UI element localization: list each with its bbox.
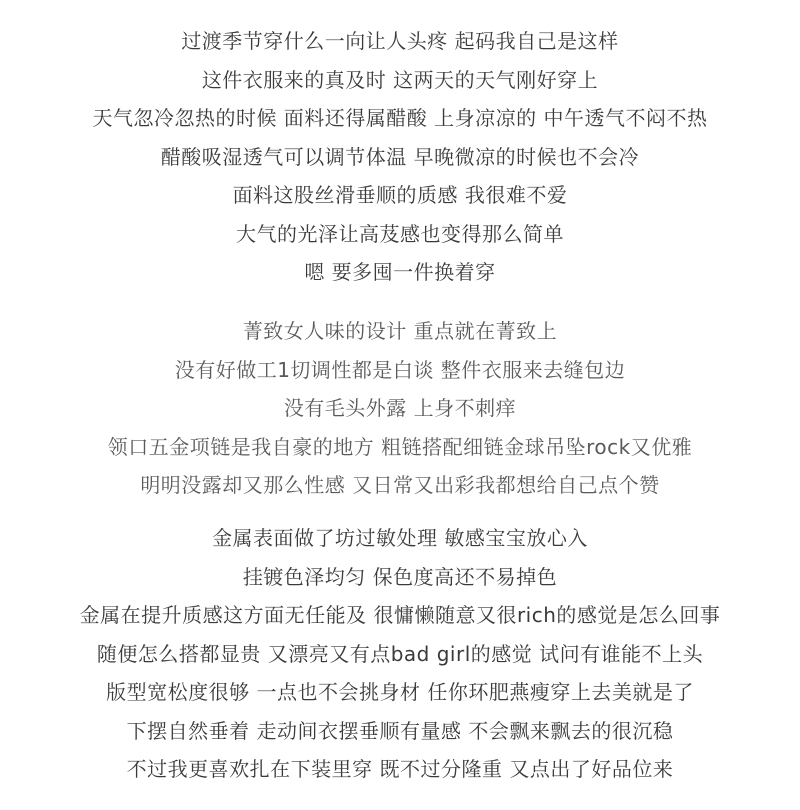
text-line: 大气的光泽让高芨感也变得那么简单 [236, 221, 564, 246]
paragraph-1 [0, 22, 800, 292]
text-line: 金属表面做了坊过敏处理 敏感宝宝放心入 [212, 526, 588, 550]
text-line: 挂镀色泽均匀 保色度高还不易掉色 [242, 564, 558, 589]
paragraph-3 [0, 519, 800, 789]
text-line: 面料这股丝滑垂顺的质感 我很难不爱 [232, 183, 568, 207]
text-line: 这件衣服来的真及时 这两天的天气刚好穿上 [201, 67, 599, 92]
text-line: 不过我更喜欢扎在下装里穿 既不过分隆重 又点出了好品位来 [126, 757, 674, 781]
text-line: 随便怎么搭都显贵 又漂亮又有点bad girl的感觉 试问有谁能不上头 [96, 641, 704, 666]
text-line: 菁致女人味的设计 重点就在菁致上 [242, 319, 558, 343]
text-line: 版型宽松度很够 一点也不会挑身材 任你环肥燕瘦穿上去美就是了 [106, 680, 694, 704]
paragraph-2 [0, 312, 800, 505]
text-line: 过渡季节穿什么一向让人头疼 起码我自己是这样 [181, 29, 619, 53]
text-line: 没有好做工1切调性都是白谈 整件衣服来去缝包边 [174, 357, 626, 382]
text-line: 天气忽冷忽热的时候 面料还得属醋酸 上身凉凉的 中午透气不闷不热 [92, 106, 708, 130]
text-line: 没有毛头外露 上身不刺痒 [283, 396, 517, 420]
text-line: 金属在提升质感这方面无任能及 很慵懒随意又很rich的感觉是怎么回事 [79, 603, 721, 627]
text-line: 嗯 要多囤一件换着穿 [304, 260, 496, 284]
text-line: 领口五金项链是我自豪的地方 粗链搭配细链金球吊坠rock又优雅 [107, 434, 693, 459]
text-line: 明明没露却又那么性感 又日常又出彩我都想给自己点个赞 [140, 473, 660, 497]
text-line: 醋酸吸湿透气可以调节体温 早晚微凉的时候也不会冷 [160, 144, 640, 169]
text-line: 下摆自然垂着 走动间衣摆垂顺有量感 不会飘来飘去的很沉稳 [126, 718, 674, 743]
